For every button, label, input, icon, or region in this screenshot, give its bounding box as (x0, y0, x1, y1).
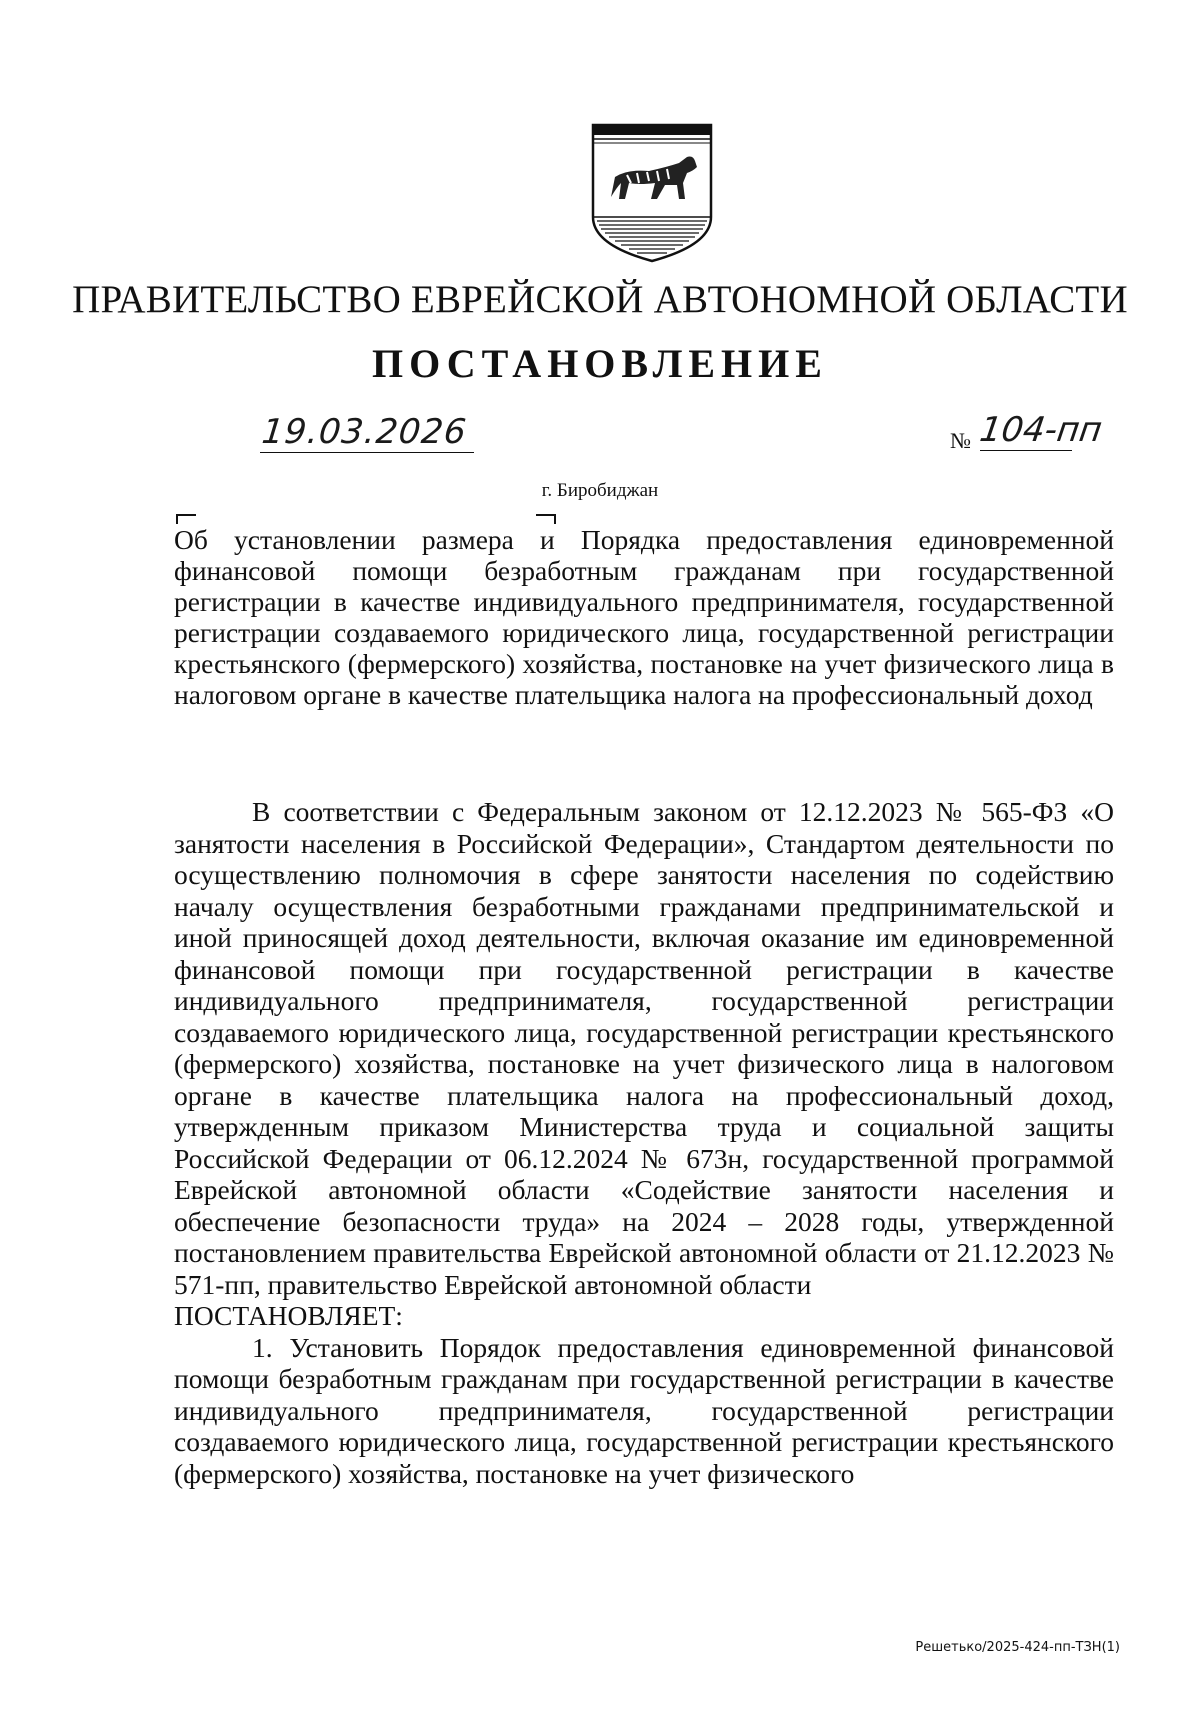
tiger-coat-of-arms-icon (587, 121, 717, 263)
document-number: 104-пп (977, 410, 1105, 450)
resolves-heading: ПОСТАНОВЛЯЕТ: (174, 1300, 403, 1331)
document-subject: Об установлении размера и Порядка предоставления единовременной финансовой помощи безработным гражданам при государственной регистрации в качестве индивидуального предпринимателя, государственной регистрации создаваемого юридического лица, государственной регистрации крестьянского (фермерского) хозяйства, постановке на учет физического лица в налоговом органе в качестве плательщика налога на профессиональный доход (174, 524, 1114, 710)
document-date: 19.03.2026 (259, 412, 469, 452)
number-sign: № (950, 428, 971, 453)
city-label: г. Биробиджан (541, 480, 659, 501)
date-underline (260, 452, 474, 453)
subject-corner-left (176, 514, 196, 524)
subject-corner-right (536, 514, 556, 524)
item-1-paragraph: 1. Установить Порядок предоставления единовременной финансовой помощи безработным гражданам при государственной регистрации в качестве индивидуального предпринимателя, государственной регистрации создаваемого юридического лица, государственной регистрации крестьянского (фермерского) хозяйства, постановке на учет физического (174, 1331, 1114, 1489)
document-body (174, 796, 1114, 1489)
preamble-paragraph: В соответствии с Федеральным законом от 12.12.2023 № 565-ФЗ «О занятости населения в Российской Федерации», Стандартом деятельности по осуществлению полномочия в сфере занятости населения по содействию началу осуществления безработными гражданами предпринимательской и иной приносящей доход деятельности, включая оказание им единовременной финансовой помощи при государственной регистрации в качестве индивидуального предпринимателя, государственной регистрации создаваемого юридического лица, государственной регистрации крестьянского (фермерского) хозяйства, постановке на учет физического лица в налоговом органе в качестве плательщика налога на профессиональный доход, утвержденным приказом Министерства труда и социальной защиты Российской Федерации от 06.12.2024 № 673н, государственной программой Еврейской автономной области «Содействие занятости населения и обеспечение безопасности труда» на 2024 – 2028 годы, утвержденной постановлением правительства Еврейской автономной области от 21.12.2023 № 571-пп, правительство Еврейской автономной области (174, 796, 1114, 1300)
government-title: ПРАВИТЕЛЬСТВО ЕВРЕЙСКОЙ АВТОНОМНОЙ ОБЛАСТИ (72, 278, 1128, 321)
document-type-title: ПОСТАНОВЛЕНИЕ (372, 341, 828, 386)
number-underline (980, 450, 1072, 451)
footer-reference: Решетько/2025-424-пп-ТЗН(1) (915, 1640, 1120, 1655)
